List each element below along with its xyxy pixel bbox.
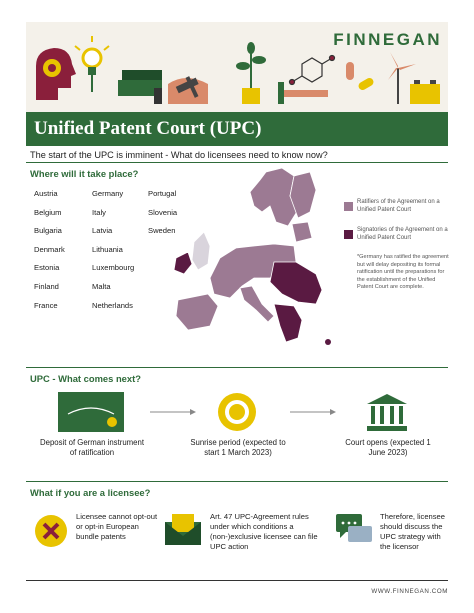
map-region-uk [192,232,210,270]
envelope-icon [164,512,202,546]
gavel-icon [168,76,208,104]
plant-icon [236,42,266,104]
section-divider [26,367,448,368]
hero-illustration [26,22,448,114]
document-seal-icon [58,392,124,432]
ruler-icon [278,82,328,104]
map-region-baltics [292,222,312,242]
country-item: Latvia [92,226,113,236]
legend-label-ratifiers: Ratifiers of the Agreement on a Unified Patent Court [357,199,440,213]
page-title: Unified Patent Court (UPC) [34,118,262,139]
country-item: France [34,300,58,310]
country-item: Belgium [34,207,62,217]
licensee-point-1: Licensee cannot opt-out or opt-in European bundle patents [76,512,158,541]
country-item: Estonia [34,263,60,273]
footer-divider [26,580,448,581]
page-subtitle: The start of the UPC is imminent - What do licensees need to know now? [30,150,328,160]
country-item: Sweden [148,226,176,236]
step-label-deposit: Deposit of German instrument of ratification [40,438,145,457]
arrow-right-icon [150,408,196,416]
country-item: Denmark [34,244,65,254]
section-divider [26,162,448,163]
country-list-col1 [34,189,65,319]
laptop-books-icon [118,70,162,104]
sunrise-icon [217,392,257,432]
country-list-col2 [92,189,134,319]
map-region-balkans [274,304,302,342]
footer-url[interactable]: WWW.FINNEGAN.COM [371,588,448,595]
country-item: Lithuania [92,244,123,254]
europe-map [170,166,340,348]
map-region-italy [240,286,274,322]
licensee-point-3: Therefore, licensee should discuss the UPC strategy with the licensor [380,512,446,551]
licensee-point-2: Art. 47 UPC-Agreement rules under which conditions a (non-)exclusive licensee can file UPC action [210,512,318,551]
map-region-ireland [174,252,192,274]
legend-label-signatories: Signatories of the Agreement on a Unified Patent Court [357,227,448,241]
x-circle-icon [34,514,68,548]
country-item: Austria [34,189,58,198]
brand-logo: FINNEGAN [333,30,442,49]
title-banner [26,112,448,146]
germany-footnote: *Germany has ratified the agreement but will delay depositing its formal ratification until the preparations for the establishment of the Unified Patent Court are complete. [357,254,449,290]
licensee-heading: What if you are a licensee? [30,487,151,498]
legend-swatch-signatories [344,230,353,239]
battery-icon [410,80,440,104]
map-region-iberia [176,294,218,330]
country-item: Finland [34,281,59,291]
country-item: Italy [92,207,106,217]
map-region-cyprus [325,339,331,345]
lightbulb-icon [75,36,109,92]
country-item: Portugal [148,189,177,198]
pills-icon [346,62,375,91]
next-heading: UPC - What comes next? [30,373,141,384]
molecule-icon [290,56,335,85]
country-item: Luxembourg [92,263,135,273]
legend-swatch-ratifiers [344,202,353,211]
country-item: Bulgaria [34,226,62,236]
country-item: Slovenia [148,207,178,217]
step-label-court-opens: Court opens (expected 1 June 2023) [345,438,431,457]
map-region-eastern-signatories [270,262,322,304]
step-label-sunrise: Sunrise period (expected to start 1 March 2023) [190,438,286,457]
head-gear-icon [36,48,76,100]
where-heading: Where will it take place? [30,168,139,179]
chat-bubbles-icon [334,512,374,548]
country-item: Germany [92,189,124,198]
section-divider [26,481,448,482]
country-item: Netherlands [92,300,133,310]
arrow-right-icon [290,408,336,416]
country-item: Malta [92,281,111,291]
courthouse-icon [365,392,409,432]
